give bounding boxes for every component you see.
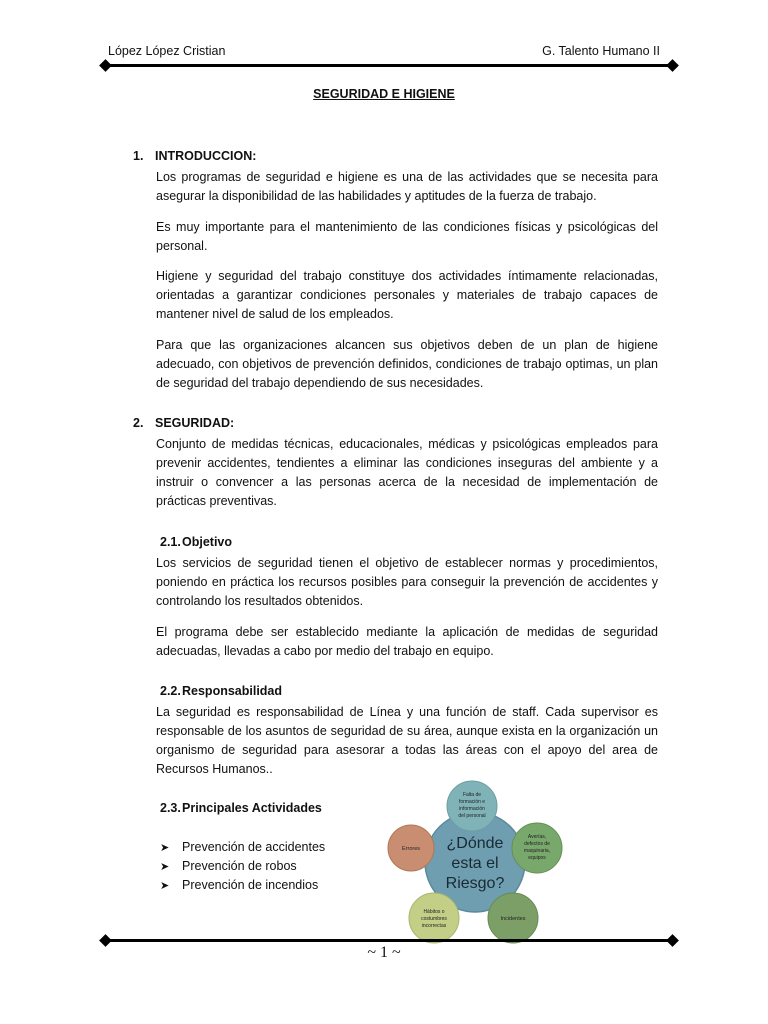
- subsection-title: Objetivo: [182, 535, 233, 549]
- diagram-node-averias: [512, 823, 562, 873]
- diagram-center-line: Riesgo?: [445, 875, 505, 892]
- subsection-heading-objetivo: [160, 535, 232, 549]
- list-item-label: Prevención de incendios: [182, 878, 319, 892]
- diagram-node-line: equipos: [528, 855, 546, 861]
- subsection-number: 2.3.: [160, 801, 181, 815]
- diagram-center-line: esta el: [451, 855, 499, 872]
- subsection-number: 2.1.: [160, 535, 181, 549]
- paragraph: La seguridad es responsabilidad de Línea y una función de staff. Cada supervisor es responsable de los asuntos de seguridad de su área, aunque exista en la organización un organismo de seguridad para asesorar a todas las áreas con el apoyo del area de Recursos Humanos..: [156, 705, 658, 776]
- diagram-node-line: costumbres: [421, 916, 447, 922]
- section-title: SEGURIDAD:: [155, 416, 235, 430]
- diagram-node-line: Hábitos o: [423, 909, 445, 915]
- paragraph: Los servicios de seguridad tienen el objetivo de establecer normas y procedimientos, poniendo en práctica los recursos posibles para conseguir la prevención de accidentes y controlando los resultados obtenidos.: [156, 556, 658, 608]
- section-heading-introduccion: [133, 149, 256, 163]
- list-item: [160, 876, 325, 895]
- diagram-node-line: información: [459, 806, 485, 812]
- arrow-bullet-icon: ➤: [160, 842, 170, 854]
- document-title: SEGURIDAD E HIGIENE: [313, 87, 455, 101]
- subsection-title: Responsabilidad: [182, 684, 283, 698]
- diagram-node-formacion: [447, 781, 497, 831]
- diagram-node-line: Falta de: [462, 792, 482, 798]
- header-course: G. Talento Humano II: [542, 44, 660, 58]
- activities-list: [160, 838, 325, 895]
- diagram-node-line: defectos de: [524, 841, 550, 847]
- arrow-bullet-icon: ➤: [160, 861, 170, 873]
- subsection-number: 2.2.: [160, 684, 181, 698]
- diagram-node-line: incorrectas: [421, 923, 447, 929]
- subsection-title: Principales Actividades: [182, 801, 322, 815]
- diagram-node-line: formación e: [458, 799, 486, 805]
- subsection-heading-responsabilidad: [160, 684, 282, 698]
- diagram-node-line: del personal: [458, 813, 486, 819]
- section-heading-seguridad: [133, 416, 234, 430]
- diagram-node-habitos: [409, 893, 459, 943]
- page-number: ~ 1 ~: [367, 944, 401, 961]
- list-item-label: Prevención de robos: [182, 859, 297, 873]
- list-item: [160, 857, 325, 876]
- risk-diagram: [384, 780, 574, 945]
- diagram-node-line: Errores: [401, 846, 421, 852]
- diagram-node-incidentes: [488, 893, 538, 943]
- footer-rule: [104, 939, 674, 942]
- section-title: INTRODUCCION:: [155, 149, 257, 163]
- paragraph: Los programas de seguridad e higiene es una de las actividades que se necesita para asegurar la disponibilidad de las habilidades y aptitudes de la fuerza de trabajo.: [156, 170, 658, 203]
- paragraph: Para que las organizaciones alcancen sus objetivos deben de un plan de higiene adecuado, con objetivos de prevención definidos, condiciones de trabajo optimas, un plan de seguridad del trabajo dependiendo de sus necesidades.: [156, 338, 658, 390]
- paragraph: Higiene y seguridad del trabajo constituye dos actividades íntimamente relacionadas, orientadas a garantizar condiciones personales y materiales de trabajo capaces de mantener nivel de salud de los empleados.: [156, 269, 658, 321]
- section-number: 1.: [133, 149, 144, 163]
- subsection-heading-actividades: [160, 801, 322, 815]
- arrow-bullet-icon: ➤: [160, 880, 170, 892]
- section-number: 2.: [133, 416, 144, 430]
- paragraph: Conjunto de medidas técnicas, educacionales, médicas y psicológicas empleados para prevenir accidentes, tendientes a eliminar las condiciones inseguras del ambiente y a instruir o convencer a las personas acerca de la necesidad de implementación de prácticas preventivas.: [156, 437, 658, 508]
- diagram-node-line: maquinaria,: [523, 848, 551, 854]
- diagram-node-errores: [388, 825, 434, 871]
- diagram-center-line: ¿Dónde: [446, 835, 504, 852]
- paragraph: El programa debe ser establecido mediante la aplicación de medidas de seguridad adecuadas, llevadas a cabo por medio del trabajo en equipo.: [156, 625, 658, 658]
- header-author: López López Cristian: [108, 44, 226, 58]
- diagram-node-line: Incidentes: [500, 916, 526, 922]
- header-rule: [104, 64, 674, 67]
- list-item: [160, 838, 325, 857]
- page-header: [108, 44, 660, 60]
- list-item-label: Prevención de accidentes: [182, 840, 326, 854]
- diagram-node-line: Averías,: [527, 834, 547, 840]
- paragraph: Es muy importante para el mantenimiento de las condiciones físicas y psicológicas del personal.: [156, 220, 658, 253]
